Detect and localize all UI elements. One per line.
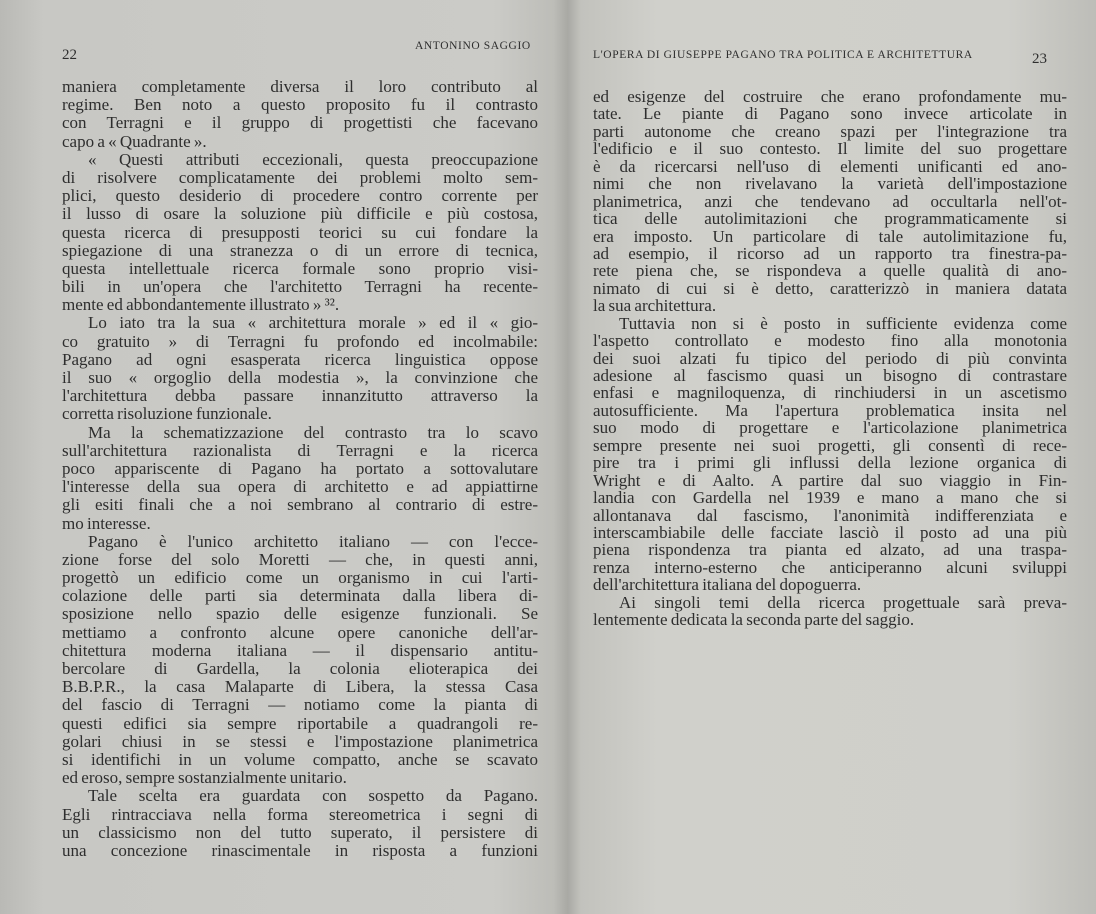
text-line: chitettura moderna italiana — il dispensario antitu- bbox=[62, 640, 538, 660]
text-line: con Terragni e il gruppo di progettisti che facevano bbox=[62, 113, 538, 133]
text-line: renza interno-esterno che anticiperanno alcuni sviluppi bbox=[593, 557, 1067, 577]
text-line: questi edifici sia sempre riportabile a quadrangoli re- bbox=[62, 713, 538, 733]
text-line: mo interesse. bbox=[62, 513, 151, 533]
paragraph bbox=[62, 78, 538, 151]
text-line: pire tra i primi gli influssi della lezione organica di bbox=[593, 453, 1067, 473]
text-line: è da ricercarsi nell'uso di elementi unificanti ed ano- bbox=[593, 156, 1067, 176]
text-line: ed eroso, sempre sostanzialmente unitario. bbox=[62, 768, 347, 788]
text-line: Ai singoli temi della ricerca progettuale sarà preva- bbox=[619, 592, 1067, 612]
text-line: ed esigenze del costruire che erano profondamente mu- bbox=[593, 87, 1067, 106]
running-head: L'OPERA DI GIUSEPPE PAGANO TRA POLITICA E ARCHITETTURA bbox=[593, 49, 973, 61]
text-line: autosufficiente. Ma l'apertura problematica insita nel bbox=[593, 400, 1067, 420]
running-head: ANTONINO SAGGIO bbox=[415, 40, 531, 52]
text-line: ad esempio, il ricorso ad un rapporto tra finestra-pa- bbox=[593, 243, 1067, 263]
text-line: capo a « Quadrante ». bbox=[62, 131, 207, 151]
text-line: Pagano è l'unico architetto italiano — con l'ecce- bbox=[88, 531, 538, 551]
text-line: sempre presente nei suoi progetti, gli consentì di rece- bbox=[593, 435, 1067, 455]
text-line: piena rispondenza tra pianta ed alzato, ad una traspa- bbox=[593, 540, 1067, 560]
text-line: Lo iato tra la sua « architettura morale » ed il « gio- bbox=[88, 313, 538, 333]
text-line: regime. Ben noto a questo proposito fu il contrasto bbox=[62, 95, 538, 115]
page-body bbox=[593, 88, 1067, 629]
page-number: 23 bbox=[1032, 51, 1047, 67]
paragraph bbox=[593, 315, 1067, 594]
text-line: parti autonome che creano spazi per l'integrazione tra bbox=[593, 121, 1067, 141]
text-line: rete piena che, se rispondeva a quelle qualità di ano- bbox=[593, 261, 1067, 281]
paragraph bbox=[62, 533, 538, 788]
text-line: questa ricerca di presupposti teorici su cui fondare la bbox=[62, 222, 538, 242]
text-line: una concezione rinascimentale in risposta a funzioni bbox=[62, 840, 538, 860]
text-line: di risolvere complicatamente dei problemi molto sem- bbox=[62, 167, 538, 187]
text-line: mente ed abbondantemente illustrato » ³². bbox=[62, 295, 340, 315]
text-line: enfasi e magniloquenza, di rinchiudersi in un ascetismo bbox=[593, 383, 1067, 403]
text-line: suo modo di progettare e l'articolazione planimetrica bbox=[593, 418, 1067, 438]
text-line: progettò un edificio come un organismo in cui l'arti- bbox=[62, 568, 538, 588]
text-line: mettiamo a confronto alcune opere canoniche dell'ar- bbox=[62, 622, 538, 642]
text-line: golari chiusi in se stessi e l'impostazione planimetrica bbox=[62, 731, 538, 751]
text-line: Ma la schematizzazione del contrasto tra lo scavo bbox=[88, 422, 538, 442]
text-line: interscambiabile delle facciate lasciò il posto ad una più bbox=[593, 522, 1067, 542]
text-line: lentemente dedicata la seconda parte del saggio. bbox=[593, 610, 915, 630]
text-line: maniera completamente diversa il loro contributo al bbox=[62, 77, 538, 96]
page-body bbox=[62, 78, 538, 860]
text-line: Tale scelta era guardata con sospetto da Pagano. bbox=[88, 786, 538, 806]
text-line: un classicismo non del tutto superato, il persistere di bbox=[62, 822, 538, 842]
text-line: del fascio di Terragni — notiamo come la pianta di bbox=[62, 695, 538, 715]
paragraph bbox=[593, 88, 1067, 315]
text-line: Pagano ad ogni esasperata ricerca linguistica oppose bbox=[62, 349, 538, 369]
text-line: poco appariscente di Pagano ha portato a sottovalutare bbox=[62, 458, 538, 478]
text-line: nimato di cui si è detto, caratterizzò in maniera datata bbox=[593, 278, 1067, 298]
paragraph bbox=[62, 424, 538, 533]
text-line: bili in un'opera che l'architetto Terragni ha recente- bbox=[62, 277, 538, 297]
text-line: co gratuito » di Terragni fu profondo ed incolmabile: bbox=[62, 331, 538, 351]
text-line: l'aspetto controllato e modesto fino alla monotonia bbox=[593, 331, 1067, 351]
text-line: Egli rintracciava nella forma stereometrica i segni di bbox=[62, 804, 538, 824]
text-line: spiegazione di una stranezza o di un errore di tecnica, bbox=[62, 240, 538, 260]
text-line: colazione delle parti sia determinata dalla libera di- bbox=[62, 586, 538, 606]
text-line: l'architettura debba passare innanzitutto attraverso la bbox=[62, 386, 538, 406]
text-line: il lusso di osare la soluzione più difficile e più costosa, bbox=[62, 204, 538, 224]
paragraph bbox=[62, 787, 538, 860]
paragraph bbox=[62, 151, 538, 315]
text-line: il suo « orgoglio della modestia », la convinzione che bbox=[62, 368, 538, 387]
text-line: l'edificio e il suo contesto. Il limite del suo progettare bbox=[593, 139, 1067, 159]
page-number: 22 bbox=[62, 47, 77, 63]
text-line: B.B.P.R., la casa Malaparte di Libera, la stessa Casa bbox=[62, 677, 538, 697]
text-line: bercolare di Gardella, la colonia elioterapica dei bbox=[62, 659, 538, 678]
text-line: zione forse del solo Moretti — che, in questi anni, bbox=[62, 549, 538, 569]
text-line: la sua architettura. bbox=[593, 296, 717, 316]
text-line: sull'architettura razionalista di Terragni e la ricerca bbox=[62, 440, 538, 460]
text-line: plici, questo desiderio di procedere contro corrente per bbox=[62, 186, 538, 206]
text-line: questa intellettuale ricerca formale sono proprio visi- bbox=[62, 258, 538, 278]
text-line: dei suoi alzati fu tipico del periodo di più convinta bbox=[593, 348, 1067, 368]
text-line: landia con Gardella nel 1939 e mano a mano che si bbox=[593, 488, 1067, 508]
text-line: Tuttavia non si è posto in sufficiente evidenza come bbox=[619, 313, 1067, 333]
text-line: Wright e di Aalto. A partire dal suo viaggio in Fin- bbox=[593, 470, 1067, 490]
text-line: sposizione nello spazio delle esigenze funzionali. Se bbox=[62, 604, 538, 624]
text-line: tate. Le piante di Pagano sono invece articolate in bbox=[593, 104, 1067, 124]
text-line: dell'architettura italiana del dopoguerra. bbox=[593, 575, 862, 595]
text-line: corretta risoluzione funzionale. bbox=[62, 404, 272, 424]
text-line: tica delle autolimitazioni che programmaticamente si bbox=[593, 209, 1067, 229]
text-line: nimi che non rivelavano la varietà dell'impostazione bbox=[593, 174, 1067, 194]
text-line: l'interesse della sua opera di architetto e ad appiattirne bbox=[62, 477, 538, 497]
text-line: planimetrica, anzi che tendevano ad occultarla nell'ot- bbox=[593, 191, 1067, 211]
text-line: si identifichi in un volume compatto, anche se scavato bbox=[62, 749, 538, 769]
paragraph bbox=[62, 314, 538, 423]
text-line: allontanava dal fascismo, l'anonimità indifferenziata e bbox=[593, 505, 1067, 525]
text-line: adesione al fascismo quasi un bisogno di contrastare bbox=[593, 366, 1067, 385]
text-line: era imposto. Un particolare di tale autolimitazione fu, bbox=[593, 226, 1067, 246]
paragraph bbox=[593, 594, 1067, 629]
text-line: « Questi attributi eccezionali, questa preoccupazione bbox=[88, 149, 538, 169]
text-line: gli esiti finali che a noi sembrano al contrario di estre- bbox=[62, 495, 538, 515]
